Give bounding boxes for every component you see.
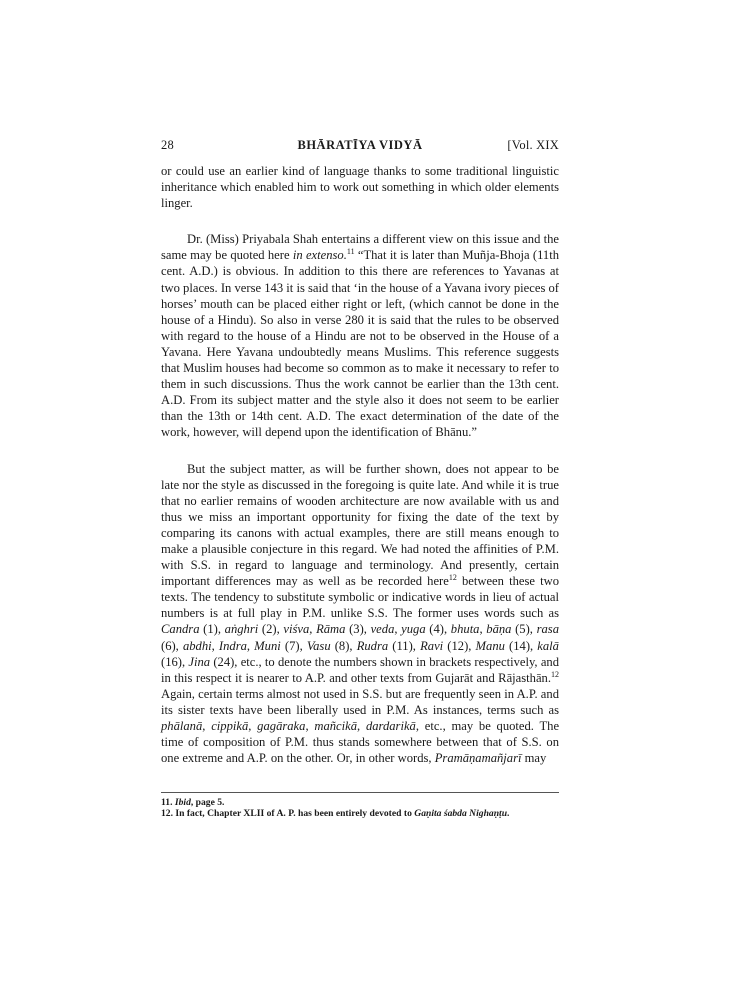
- italic-text: phālanā: [161, 719, 203, 733]
- footnote-ref: 12: [448, 573, 457, 583]
- text-run: (2),: [258, 622, 284, 637]
- text-run: 12. In fact, Chapter XLII of A. P. has been entirely devoted to: [161, 808, 415, 819]
- text-run: ,: [202, 719, 212, 733]
- volume-label: [Vol. XIX: [507, 138, 559, 152]
- italic-text: viśva: [283, 622, 310, 637]
- italic-text: Rāma: [316, 622, 346, 637]
- italic-text: Pramāṇamañjarī: [434, 751, 522, 766]
- text-run: , etc., may be quoted. The time of composition of P.M. thus stands somewhere between that of S.S. on one extreme and A.P. on the other. Or, in other words,: [161, 719, 560, 766]
- italic-text: Jina: [188, 654, 211, 669]
- text-run: ,: [305, 719, 315, 733]
- italic-text: Vasu: [306, 638, 331, 653]
- italic-text: Muni: [254, 638, 281, 653]
- italic-text: gagāraka: [257, 719, 306, 733]
- text-run: ,: [479, 622, 487, 637]
- text-run: (8),: [330, 638, 357, 653]
- running-header: [161, 138, 559, 156]
- running-title: BHĀRATĪYA VIDYĀ: [297, 138, 423, 152]
- text-run: ,: [357, 719, 366, 733]
- italic-text: in extenso.: [292, 248, 347, 263]
- text-run: (1),: [199, 622, 225, 637]
- page-number: 28: [161, 138, 174, 152]
- footnote-ref: 11: [346, 247, 355, 257]
- text-run: (12),: [443, 638, 476, 653]
- text-run: ,: [211, 638, 219, 653]
- text-run: (3),: [345, 622, 371, 637]
- text-run: (5),: [511, 622, 537, 637]
- text-run: ,: [394, 622, 402, 637]
- paragraph: [161, 163, 559, 211]
- text-run: But the subject matter, as will be further shown, does not appear to be late nor the style as discussed in the foregoing is quite late. And while it is true that no earlier remains of wooden architecture are now available with us and thus we miss an important opportunity for fixing the date of the text by comparing its canons with actual examples, there are still means enough to make a plausible conjecture in this regard. We had noted the affinities of P.M. with S.S. in regard to language and terminology. And presently, certain important differences may as well as be recorded here: [161, 461, 559, 589]
- italic-text: abdhi: [182, 638, 212, 653]
- text-run: (6),: [161, 638, 183, 653]
- paragraph: [161, 461, 559, 767]
- italic-text: kalā: [537, 638, 559, 653]
- text-run: (7),: [280, 638, 307, 653]
- text-run: “That it is later than Muñja-Bhoja (11th cent. A.D.) is obvious. In addition to this there are references to Yavanas at two places. In verse 143 it is said that ‘in the house of a Yavana ivory pieces of horses’ mouth can be placed either right or left, (which cannot be done in the house of a Hindu). So also in verse 280 it is said that the rules to be observed with regard to the house of a Hindu are not to be observed in the House of a Yavana. Here Yavana undoubtedly means Muslims. This reference suggests that Muslim houses had become so common as to make it necessary to refer to them in such discussions. Thus the work cannot be earlier than the 13th cent. A.D. From its subject matter and the style also it does not seem to be earlier than the 13th or 14th cent. A.D. The exact determination of the date of the work, however, will depend upon the identification of Bhānu.”: [161, 248, 559, 440]
- text-run: 11.: [161, 797, 175, 808]
- italic-text: Gaṇita śabda Nighaṇṭu: [414, 808, 508, 819]
- text-run: or could use an earlier kind of language thanks to some traditional linguistic inheritance which enabled him to work out something in which older elements linger.: [161, 164, 559, 211]
- footnote: [161, 808, 559, 819]
- italic-text: Rudra: [356, 638, 389, 653]
- text-run: ,: [246, 638, 255, 653]
- footnote-ref: 12: [551, 669, 559, 679]
- text-run: may: [521, 751, 547, 766]
- italic-text: bhuta: [450, 622, 480, 637]
- italic-text: Ravi: [420, 638, 444, 653]
- body-text: [161, 163, 559, 766]
- italic-text: rasa: [536, 622, 560, 637]
- text-run: .: [507, 808, 510, 819]
- italic-text: Candra: [161, 622, 200, 637]
- italic-text: bāṇa: [486, 622, 512, 637]
- text-run: (16),: [161, 654, 189, 669]
- italic-text: veda: [370, 622, 395, 637]
- text-run: between these two texts. The tendency to substitute symbolic or indicative words in lieu of actual numbers is at full play in P.M. unlike S.S. The former uses words such as: [161, 574, 560, 621]
- text-run: ,: [309, 622, 317, 637]
- italic-text: yuga: [401, 622, 426, 637]
- italic-text: dardarikā: [365, 719, 416, 733]
- text-run: ,: [248, 719, 258, 733]
- italic-text: Indra: [218, 638, 247, 653]
- italic-text: mañcikā: [314, 719, 358, 733]
- text-run: (14),: [504, 638, 538, 653]
- italic-text: Manu: [475, 638, 505, 653]
- italic-text: Ibid: [174, 797, 191, 808]
- footnote: [161, 797, 559, 808]
- paragraph: [161, 231, 559, 440]
- text-run: Again, certain terms almost not used in S.S. but are frequently seen in A.P. and its sister texts have been liberally used in P.M. As instances, terms such as: [161, 686, 559, 717]
- italic-text: cippikā: [211, 719, 249, 733]
- text-run: (4),: [425, 622, 451, 637]
- footnotes: [161, 797, 559, 819]
- text-run: Dr. (Miss) Priyabala Shah entertains a different view on this issue and the same may be quoted here: [161, 232, 559, 263]
- text-run: , page 5.: [190, 797, 225, 808]
- italic-text: aṅghri: [224, 622, 259, 637]
- text-run: (24), etc., to denote the numbers shown in brackets respectively, and in this respect it is nearer to A.P. and other texts from Gujarāt and Rājasthān.: [161, 654, 560, 685]
- text-run: (11),: [388, 638, 421, 653]
- footnote-rule: [161, 792, 559, 793]
